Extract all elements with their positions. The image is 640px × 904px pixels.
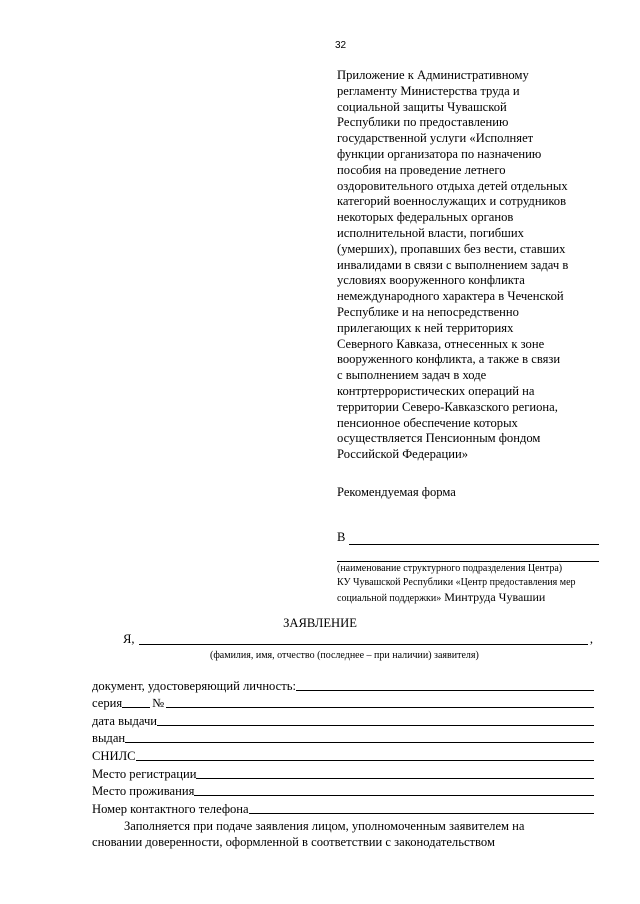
- annex-line: осуществляется Пенсионным фондом: [337, 431, 541, 446]
- issued-by-field[interactable]: [125, 730, 594, 743]
- annex-line: вооруженного конфликта, а также в связи: [337, 352, 561, 367]
- field-label: документ, удостоверяющий личность:: [92, 678, 297, 693]
- annex-line: функции организатора по назначению: [337, 146, 542, 161]
- recipient-field-continuation[interactable]: [337, 545, 599, 562]
- applicant-note: (фамилия, имя, отчество (последнее – при наличии) заявителя): [210, 650, 479, 661]
- annex-line: немеждународного характера в Чеченской: [337, 289, 564, 304]
- residence-field[interactable]: [194, 783, 594, 796]
- recipient-org-ministry: Минтруда Чувашии: [441, 589, 546, 604]
- field-row-residence: [92, 782, 594, 800]
- number-field[interactable]: [166, 695, 594, 708]
- applicant-name-field[interactable]: [139, 632, 588, 645]
- annex-line: Северного Кавказа, отнесенных к зоне: [337, 336, 545, 351]
- issue-date-field[interactable]: [157, 713, 594, 726]
- field-row-issue-date: [92, 711, 594, 729]
- document-field[interactable]: [296, 678, 594, 691]
- annex-line: государственной услуги «Исполняет: [337, 131, 534, 146]
- annex-line: территории Северо-Кавказского региона,: [337, 399, 558, 414]
- series-field[interactable]: [122, 695, 150, 708]
- recipient-line: [337, 530, 599, 545]
- registration-field[interactable]: [196, 766, 594, 779]
- field-row-phone: [92, 799, 594, 817]
- field-label: Место проживания: [92, 784, 195, 799]
- recipient-block: [337, 530, 599, 606]
- annex-line: Приложение к Административному: [337, 68, 529, 82]
- phone-field[interactable]: [249, 801, 594, 814]
- applicant-line: [123, 632, 593, 647]
- field-row-series: [92, 694, 594, 712]
- recipient-org-line: [337, 590, 599, 606]
- field-row-snils: [92, 746, 594, 764]
- field-label: №: [152, 696, 165, 711]
- document-title: ЗАЯВЛЕНИЕ: [283, 616, 357, 630]
- annex-line: пенсионное обеспечение которых: [337, 415, 518, 430]
- page-number: 32: [335, 40, 347, 51]
- annex-line: пособия на проведение летнего: [337, 162, 506, 177]
- annex-line: категорий военнослужащих и сотрудников: [337, 194, 567, 209]
- annex-line: регламенту Министерства труда и: [337, 83, 520, 98]
- annex-line: некоторых федеральных органов: [337, 210, 514, 225]
- recipient-org-line: КУ Чувашской Республики «Центр предоставления мер: [337, 576, 576, 588]
- annex-line: Республики по предоставлению: [337, 115, 509, 130]
- applicant-suffix: ,: [589, 632, 593, 646]
- field-label: СНИЛС: [92, 748, 136, 763]
- proxy-paragraph: [92, 818, 582, 850]
- snils-field[interactable]: [136, 748, 594, 761]
- recipient-note: (наименование структурного подразделения Центра): [337, 563, 563, 574]
- recommended-form-label: Рекомендуемая форма: [337, 485, 456, 499]
- annex-line: исполнительной власти, погибших: [337, 225, 524, 240]
- paragraph-line: Заполняется при подаче заявления лицом, уполномоченным заявителем на: [124, 819, 525, 833]
- annex-line: социальной защиты Чувашской: [337, 99, 507, 114]
- annex-line: инвалидами в связи с выполнением задач в: [337, 257, 569, 272]
- annex-line: (умерших), пропавших без вести, ставших: [337, 241, 566, 256]
- field-row-issued-by: [92, 729, 594, 747]
- field-row-document: [92, 676, 594, 694]
- applicant-fields: [92, 676, 594, 817]
- recipient-org-part: социальной поддержки»: [337, 592, 442, 604]
- annex-line: оздоровительного отдыха детей отдельных: [337, 178, 568, 193]
- field-label: серия: [92, 696, 123, 711]
- field-row-registration: [92, 764, 594, 782]
- annex-line: с выполнением задач в ходе: [337, 368, 487, 383]
- annex-line: Российской Федерации»: [337, 447, 468, 462]
- field-label: Номер контактного телефона: [92, 801, 249, 816]
- annex-line: прилегающих к ней территориях: [337, 320, 514, 335]
- recipient-field[interactable]: [349, 532, 599, 545]
- applicant-prefix: Я,: [123, 632, 135, 646]
- field-label: Место регистрации: [92, 766, 197, 781]
- annex-line: Республике и на непосредственно: [337, 304, 519, 319]
- paragraph-line: сновании доверенности, оформленной в соответствии с законодательством: [92, 835, 495, 849]
- field-label: выдан: [92, 731, 126, 746]
- annex-line: условиях вооруженного конфликта: [337, 273, 525, 288]
- annex-line: контртеррористических операций на: [337, 383, 535, 398]
- field-label: дата выдачи: [92, 713, 158, 728]
- annex-block: [337, 68, 599, 463]
- recipient-prefix: В: [337, 530, 346, 544]
